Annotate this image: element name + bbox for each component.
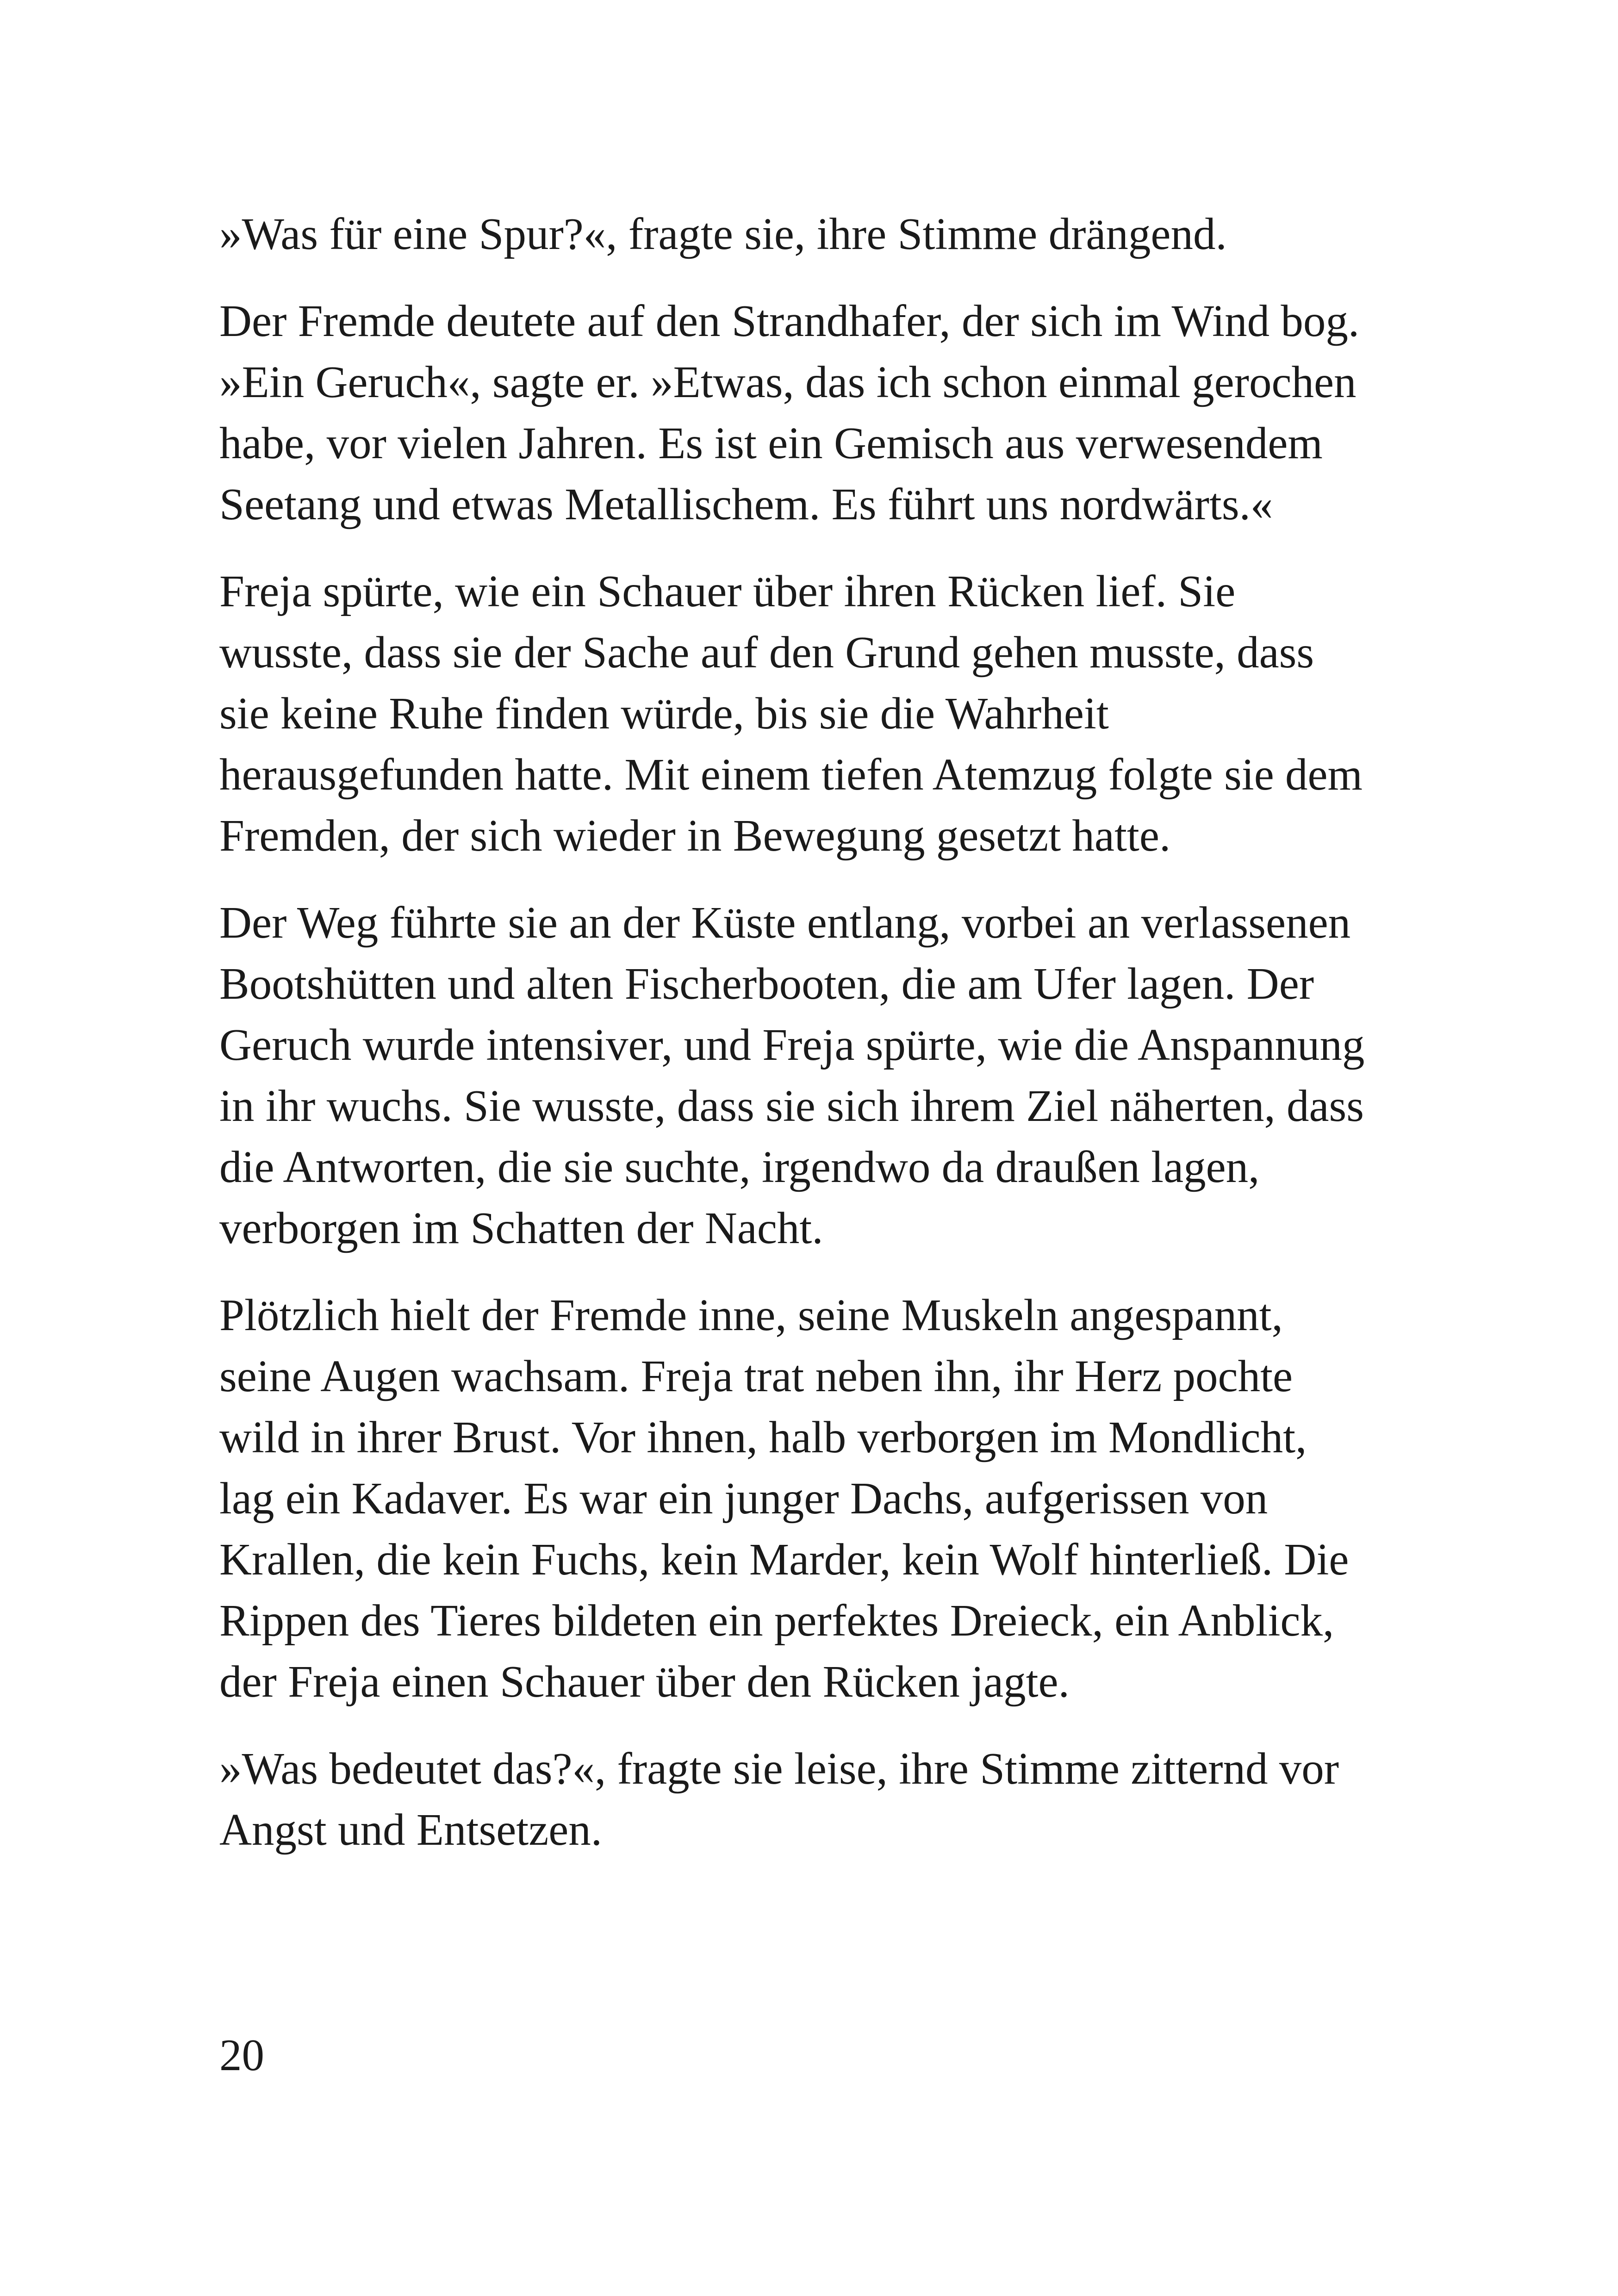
text-line: wild in ihrer Brust. Vor ihnen, halb verborgen im Mondlicht, — [219, 1412, 1307, 1462]
text-line: seine Augen wachsam. Freja trat neben ihn, ihr Herz pochte — [219, 1351, 1293, 1401]
text-line: Geruch wurde intensiver, und Freja spürte, wie die Anspannung — [219, 1020, 1365, 1070]
text-line: Plötzlich hielt der Fremde inne, seine Muskeln angespannt, — [219, 1290, 1283, 1340]
text-line: der Freja einen Schauer über den Rücken jagte. — [219, 1657, 1070, 1706]
text-line: sie keine Ruhe finden würde, bis sie die Wahrheit — [219, 689, 1109, 738]
paragraph-4 — [219, 892, 1418, 1259]
paragraph-3 — [219, 561, 1418, 866]
text-line: habe, vor vielen Jahren. Es ist ein Gemisch aus verwesendem — [219, 418, 1323, 468]
text-line: in ihr wuchs. Sie wusste, dass sie sich ihrem Ziel näherten, dass — [219, 1081, 1364, 1131]
text-line: »Was bedeutet das?«, fragte sie leise, ihre Stimme zitternd vor — [219, 1744, 1339, 1793]
text-line: Fremden, der sich wieder in Bewegung gesetzt hatte. — [219, 811, 1171, 860]
paragraph-5 — [219, 1285, 1418, 1712]
text-line: Krallen, die kein Fuchs, kein Marder, kein Wolf hinterließ. Die — [219, 1535, 1349, 1584]
page-number: 20 — [219, 2030, 264, 2080]
text-line: Rippen des Tieres bildeten ein perfektes Dreieck, ein Anblick, — [219, 1596, 1334, 1645]
text-line: Der Fremde deutete auf den Strandhafer, der sich im Wind bog. — [219, 296, 1360, 346]
text-line: verborgen im Schatten der Nacht. — [219, 1203, 823, 1253]
text-line: die Antworten, die sie suchte, irgendwo da draußen lagen, — [219, 1142, 1260, 1192]
text-line: wusste, dass sie der Sache auf den Grund gehen musste, dass — [219, 628, 1314, 677]
paragraph-1 — [219, 204, 1418, 265]
text-line: »Ein Geruch«, sagte er. »Etwas, das ich schon einmal gerochen — [219, 357, 1357, 407]
text-line: herausgefunden hatte. Mit einem tiefen Atemzug folgte sie dem — [219, 750, 1363, 799]
paragraph-2 — [219, 291, 1418, 535]
text-line: Angst und Entsetzen. — [219, 1805, 603, 1854]
text-line: Seetang und etwas Metallischem. Es führt uns nordwärts.« — [219, 479, 1273, 529]
paragraph-6 — [219, 1738, 1418, 1860]
text-line: Freja spürte, wie ein Schauer über ihren Rücken lief. Sie — [219, 566, 1236, 616]
text-line: lag ein Kadaver. Es war ein junger Dachs, aufgerissen von — [219, 1474, 1268, 1523]
text-line: Bootshütten und alten Fischerbooten, die am Ufer lagen. Der — [219, 959, 1314, 1008]
body-text — [219, 204, 1418, 1886]
text-line: Der Weg führte sie an der Küste entlang, vorbei an verlassenen — [219, 898, 1351, 947]
text-line: »Was für eine Spur?«, fragte sie, ihre Stimme drängend. — [219, 209, 1227, 259]
